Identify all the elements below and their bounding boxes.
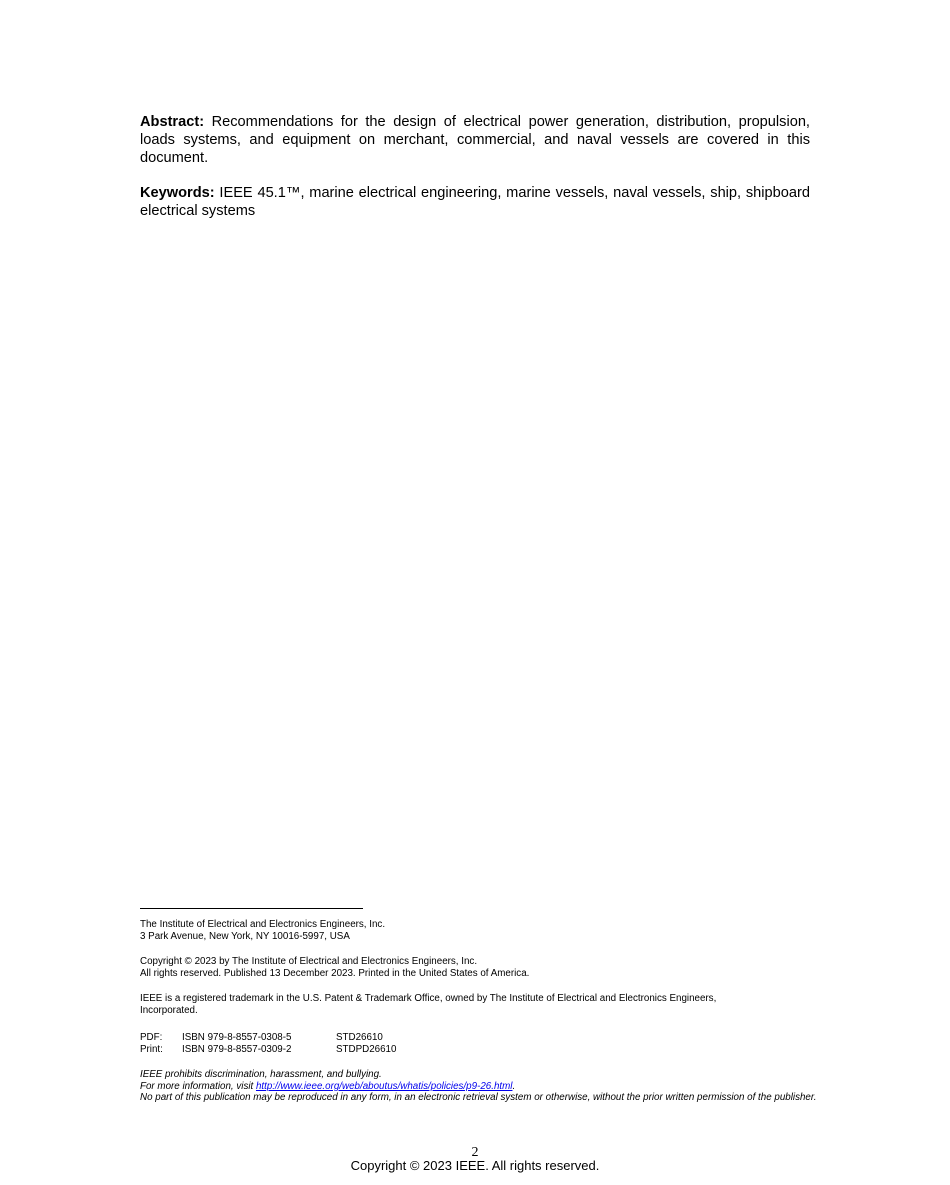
abstract-paragraph: [140, 113, 810, 167]
abstract-text: Recommendations for the design of electrical power generation, distribution, propulsion, loads systems, and equipment on merchant, commercial, and naval vessels are covered in this document.: [140, 114, 810, 166]
copyright-line-2: All rights reserved. Published 13 December 2023. Printed in the United States of America.: [140, 967, 530, 979]
policy-line-3: No part of this publication may be reproduced in any form, in an electronic retrieval system or otherwise, without the prior written permission of the publisher.: [140, 1092, 817, 1104]
policy-notice: [140, 1069, 820, 1104]
keywords-label: Keywords:: [140, 185, 215, 201]
keywords-paragraph: [140, 184, 810, 220]
trademark-text: IEEE is a registered trademark in the U.S. Patent & Trademark Office, owned by The Institute of Electrical and Electronics Engineers, Incorporated.: [140, 993, 717, 1016]
policy-line-2: [140, 1081, 820, 1093]
isbn-number: ISBN 979-8-8557-0309-2: [182, 1043, 292, 1055]
isbn-code: STDPD26610: [336, 1043, 397, 1055]
copyright-line-1: Copyright © 2023 by The Institute of Electrical and Electronics Engineers, Inc.: [140, 956, 478, 967]
policy-suffix: .: [512, 1080, 516, 1092]
keywords-text: IEEE 45.1™, marine electrical engineering, marine vessels, naval vessels, ship, shipboard electrical systems: [140, 185, 810, 219]
abstract-label: Abstract:: [140, 114, 205, 130]
isbn-code: STD26610: [336, 1032, 383, 1043]
page-number: 2: [471, 1145, 479, 1160]
publisher-info: [140, 919, 830, 942]
isbn-number: ISBN 979-8-8557-0308-5: [182, 1032, 292, 1043]
isbn-table: [140, 1032, 830, 1055]
footer-copyright: Copyright © 2023 IEEE. All rights reserved.: [350, 1158, 600, 1173]
policy-line-1: IEEE prohibits discrimination, harassment, and bullying.: [140, 1069, 382, 1080]
footnote-divider: [140, 908, 363, 909]
policy-link[interactable]: http://www.ieee.org/web/aboutus/whatis/policies/p9-26.html: [255, 1080, 513, 1092]
copyright-notice: [140, 956, 830, 979]
isbn-row: [140, 1032, 830, 1044]
publisher-address: 3 Park Avenue, New York, NY 10016-5997, USA: [140, 930, 350, 942]
publisher-name: The Institute of Electrical and Electronics Engineers, Inc.: [140, 919, 386, 930]
trademark-notice: [140, 993, 740, 1016]
isbn-row: [140, 1044, 830, 1056]
isbn-format: PDF:: [140, 1032, 163, 1043]
isbn-format: Print:: [140, 1043, 163, 1055]
policy-prefix: For more information, visit: [140, 1080, 256, 1092]
